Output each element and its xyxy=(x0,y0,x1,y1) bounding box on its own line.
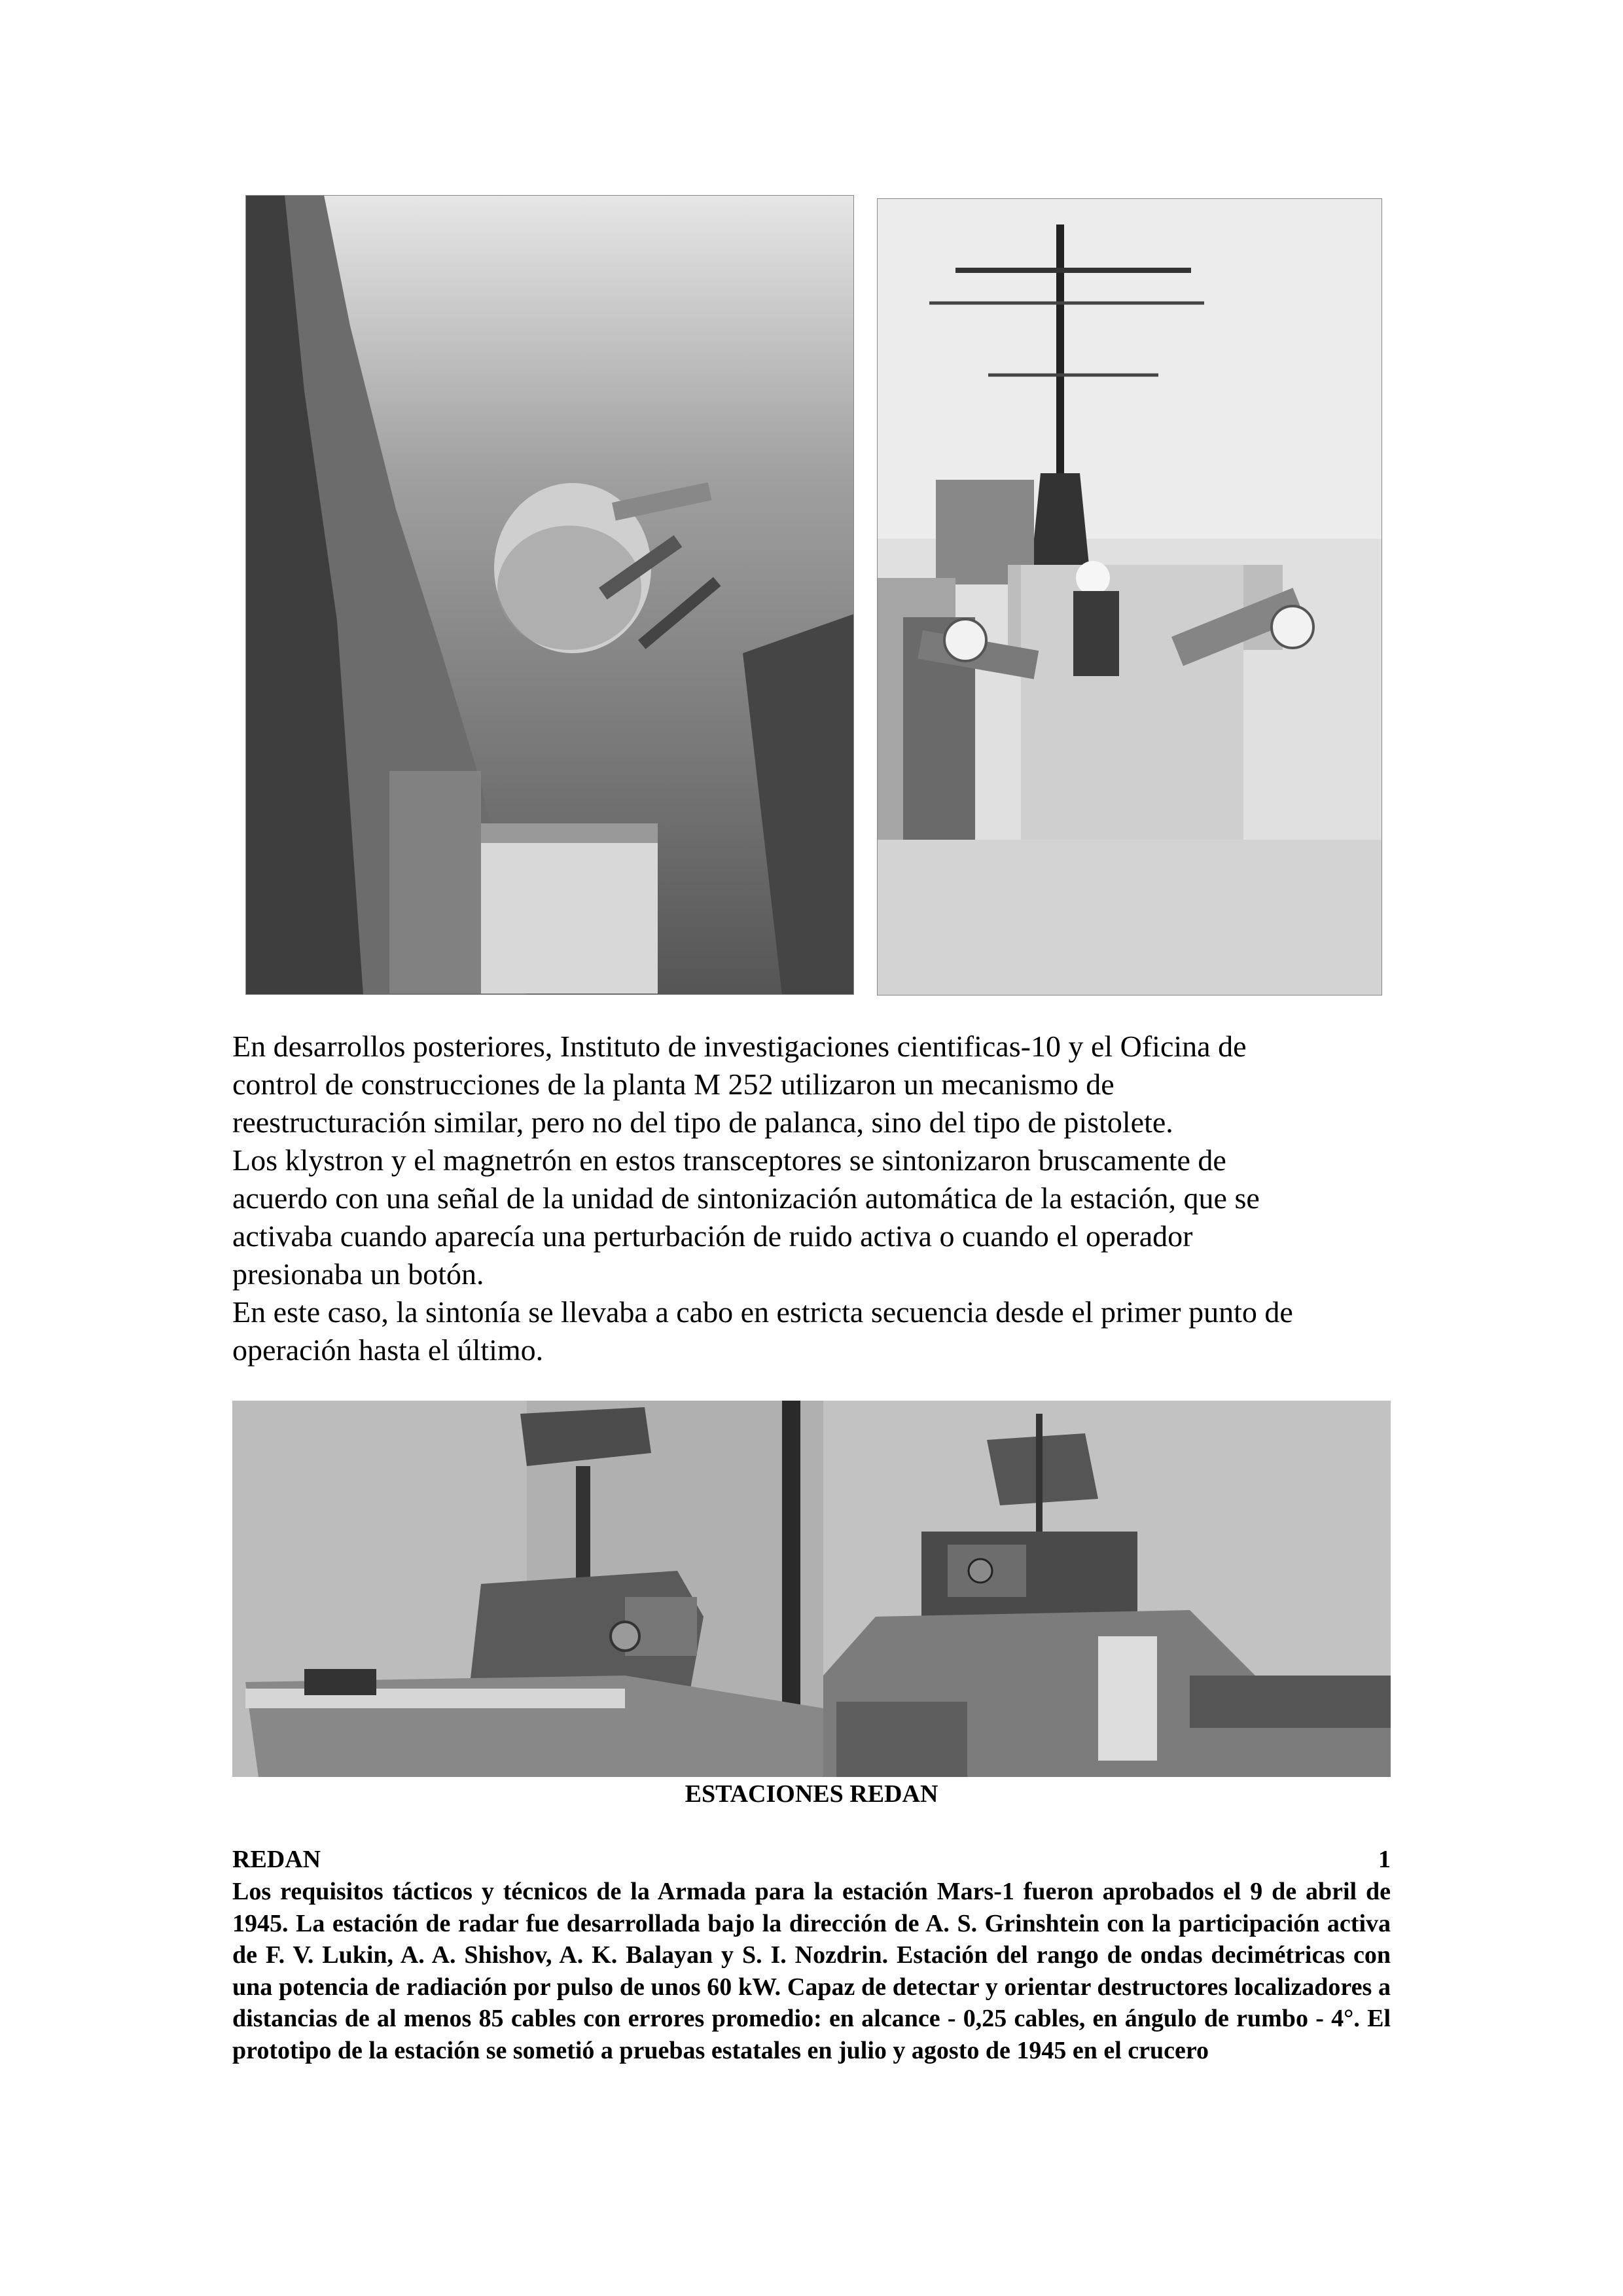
body-paragraph xyxy=(232,1028,1391,1369)
body-line: En este caso, la sintonía se llevaba a cabo en estricta secuencia desde el primer punto de xyxy=(232,1295,1293,1329)
mast-sailor-photo xyxy=(877,198,1382,996)
figure-caption: ESTACIONES REDAN xyxy=(685,1780,938,1808)
body-line: reestructuración similar, pero no del tipo de palanca, sino del tipo de pistolete. xyxy=(232,1105,1173,1139)
body-line: acuerdo con una señal de la unidad de sintonización automática de la estación, que se xyxy=(232,1181,1260,1215)
gun-turret-photo xyxy=(245,195,854,995)
ship-gun-turret-photo-icon xyxy=(245,195,854,995)
body-line: operación hasta el último. xyxy=(232,1333,544,1367)
body-line: activaba cuando aparecía una perturbación de ruido activa o cuando el operador xyxy=(232,1219,1193,1253)
body-line: En desarrollos posteriores, Instituto de investigaciones cientificas-10 y el Oficina de xyxy=(232,1030,1247,1063)
radar-mast-photo xyxy=(823,1401,1391,1777)
ship-mast-sailor-photo-icon xyxy=(877,198,1382,996)
section-body-text: Los requisitos tácticos y técnicos de la Armada para la estación Mars-1 fueron aprobados el 9 de abril de 1945. La estación de radar fue desarrollada bajo la dirección de A. S. Grinshtein con la participación activa de F. V. Lukin, A. A. Shishov, A. K. Balayan y S. I. Nozdrin. Estación del rango de ondas decimétricas con una potencia de radiación por pulso de unos 60 kW. Capaz de detectar y orientar destructores localizadores a distancias de al menos 85 cables con errores promedio: en alcance - 0,25 cables, en ángulo de rumbo - 4°. El prototipo de la estación se sometió a pruebas estatales en julio y agosto de 1945 en el crucero xyxy=(232,1878,1391,2064)
body-line: Los klystron y el magnetrón en estos transceptores se sintonizaron bruscamente de xyxy=(232,1143,1226,1177)
section-heading xyxy=(232,1844,1391,1874)
body-line: presionaba un botón. xyxy=(232,1257,484,1291)
body-line: control de construcciones de la planta M 252 utilizaron un mecanismo de xyxy=(232,1067,1115,1101)
ship-radar-mast-photo-icon xyxy=(823,1401,1391,1777)
section-title: REDAN xyxy=(232,1846,321,1873)
radar-director-photo xyxy=(232,1401,823,1777)
section-number: 1 xyxy=(1378,1846,1391,1873)
ship-radar-director-photo-icon xyxy=(232,1401,823,1777)
